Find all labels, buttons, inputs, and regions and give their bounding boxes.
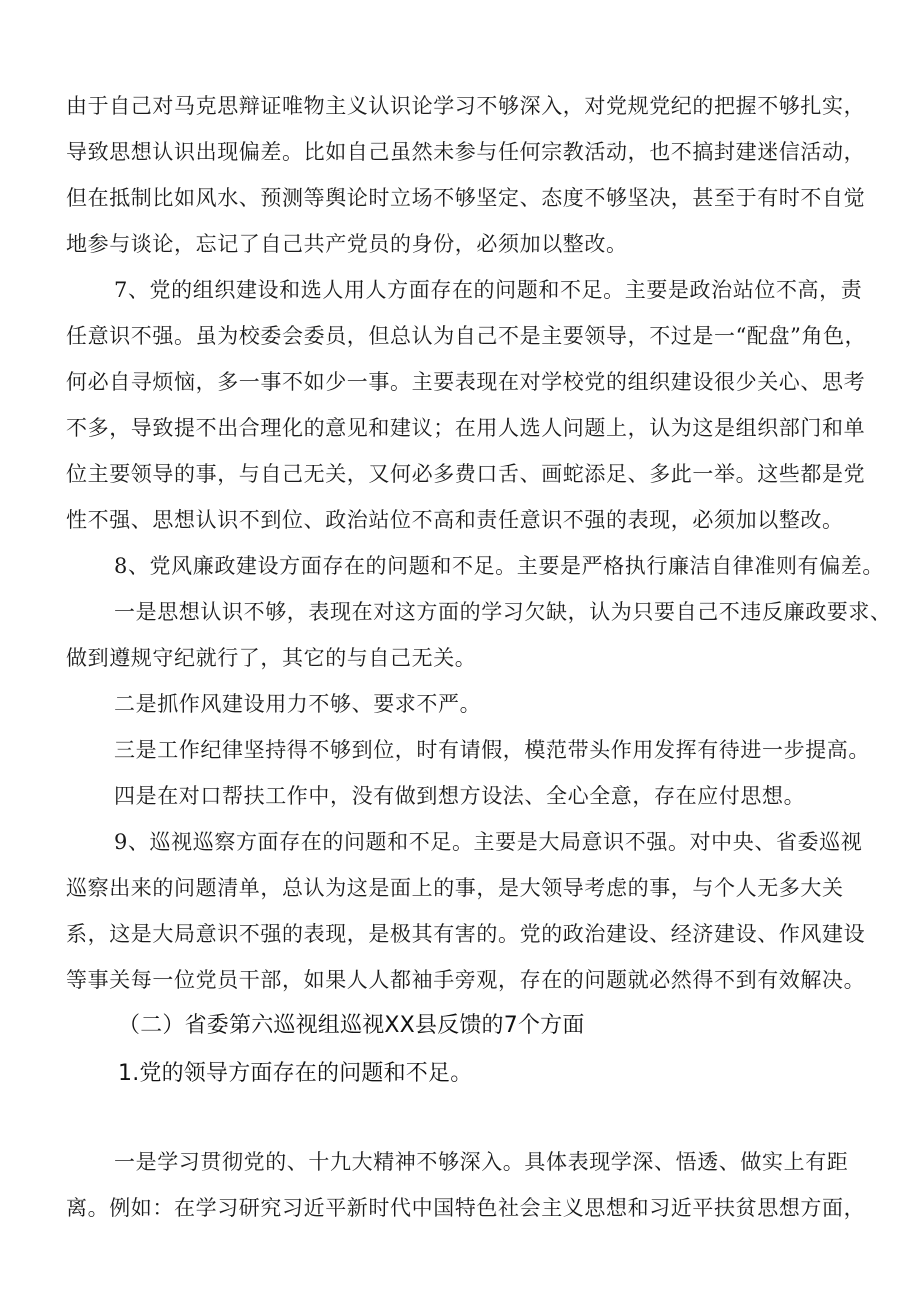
text-line: 导致思想认识出现偏差。比如自己虽然未参与任何宗教活动，也不搞封建迷信活动， [66,140,866,164]
section-heading: （二）省委第六巡视组巡视XX县反馈的7个方面 [118,1013,585,1038]
paragraph-7-start: 7、党的组织建设和选人用人方面存在的问题和不足。主要是政治站位不高，责 [114,278,863,302]
paragraph-8-item-4: 四是在对口帮扶工作中，没有做到想方设法、全心全意，存在应付思想。 [114,784,806,808]
paragraph-9-start: 9、巡视巡察方面存在的问题和不足。主要是大局意识不强。对中央、省委巡视 [114,830,863,854]
paragraph-start: 一是学习贯彻党的、十九大精神不够深入。具体表现学深、悟透、做实上有距 [114,1150,849,1174]
text-line: 但在抵制比如风水、预测等舆论时立场不够坚定、态度不够坚决，甚至于有时不自觉 [66,186,866,210]
text-line: 何必自寻烦恼，多一事不如少一事。主要表现在对学校党的组织建设很少关心、思考 [66,370,866,394]
text-line: 巡察出来的问题清单，总认为这是面上的事，是大领导考虑的事，与个人无多大关 [66,876,844,900]
text-line: 地参与谈论，忘记了自己共产党员的身份，必须加以整改。 [66,232,628,256]
text-line: 离。例如：在学习研究习近平新时代中国特色社会主义思想和习近平扶贫思想方面， [66,1196,866,1220]
text-line: 由于自己对马克思辩证唯物主义认识论学习不够深入，对党规党纪的把握不够扎实， [66,94,866,118]
paragraph-8-start: 8、党风廉政建设方面存在的问题和不足。主要是严格执行廉洁自律准则有偏差。 [114,554,884,578]
text-line: 做到遵规守纪就行了，其它的与自己无关。 [66,646,477,670]
subsection-heading: 1.党的领导方面存在的问题和不足。 [118,1061,473,1086]
paragraph-8-item-1: 一是思想认识不够，表现在对这方面的学习欠缺，认为只要自己不违反廉政要求、 [114,600,892,624]
text-line: 不多，导致提不出合理化的意见和建议；在用人选人问题上，认为这是组织部门和单 [66,416,866,440]
text-line: 等事关每一位党员干部，如果人人都袖手旁观，存在的问题就必然得不到有效解决。 [66,968,866,992]
text-line: 系，这是大局意识不强的表现，是极其有害的。党的政治建设、经济建设、作风建设 [66,922,866,946]
paragraph-8-item-2: 二是抓作风建设用力不够、要求不严。 [114,692,482,716]
text-line: 位主要领导的事，与自己无关，又何必多费口舌、画蛇添足、多此一举。这些都是党 [66,462,866,486]
text-line: 性不强、思想认识不到位、政治站位不高和责任意识不强的表现，必须加以整改。 [66,508,844,532]
paragraph-8-item-3: 三是工作纪律坚持得不够到位，时有请假，模范带头作用发挥有待进一步提高。 [114,738,870,762]
text-line: 任意识不强。虽为校委会委员，但总认为自己不是主要领导，不过是一“配盘”角色， [66,324,867,348]
